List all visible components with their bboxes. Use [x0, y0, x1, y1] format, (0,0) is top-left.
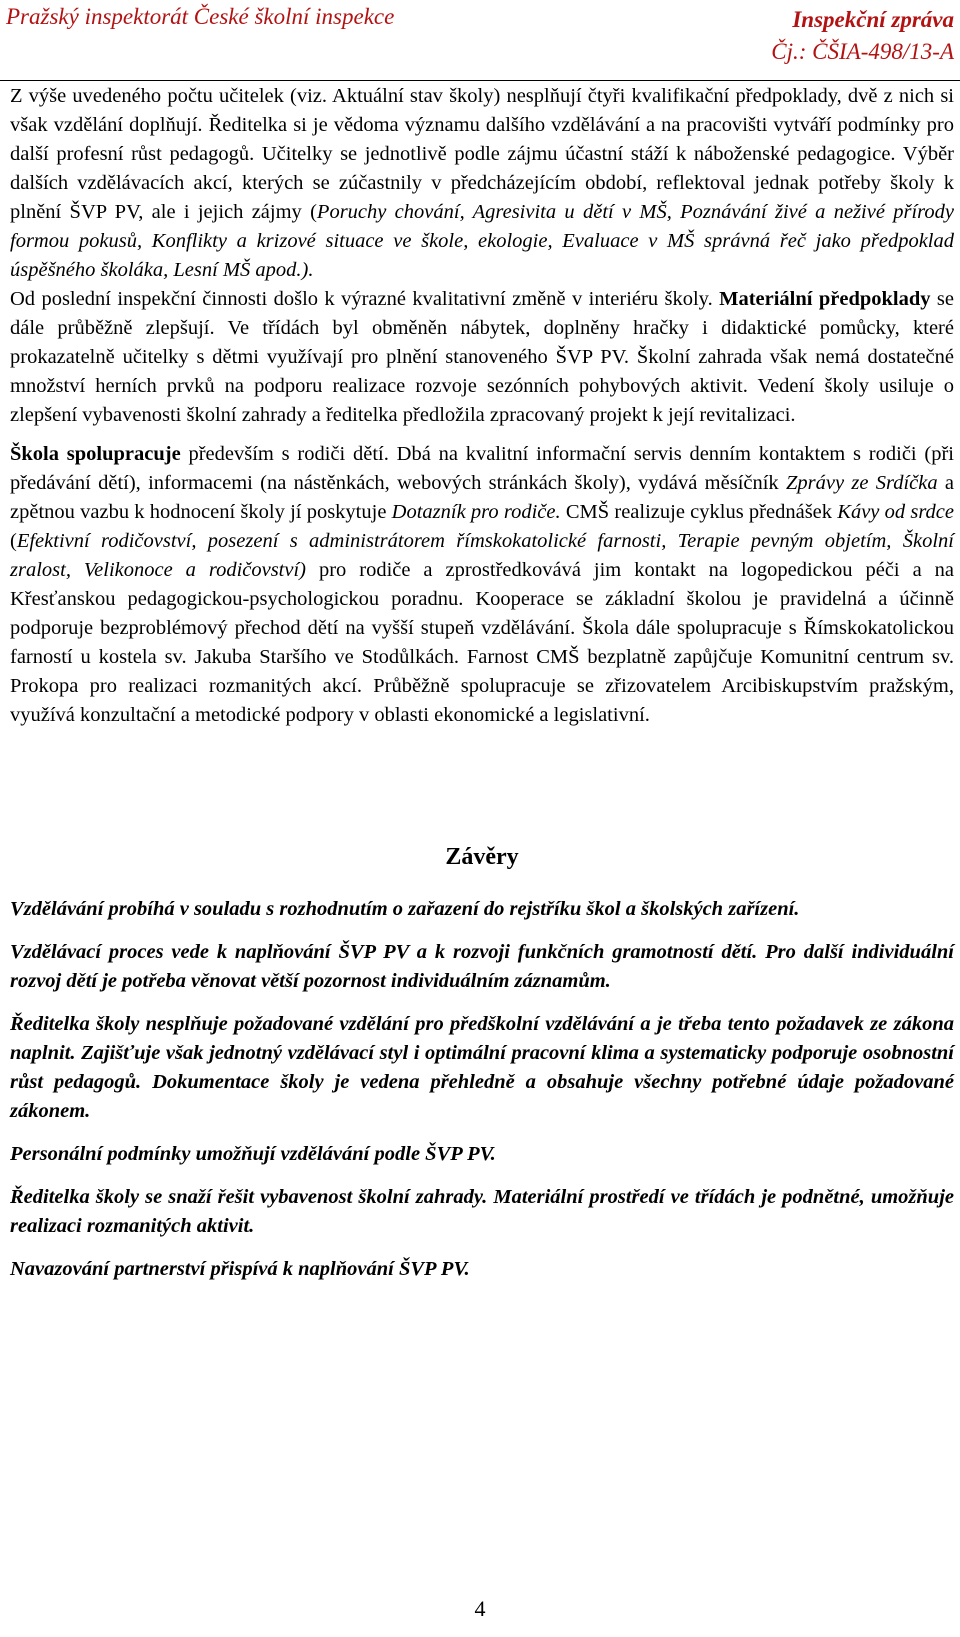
- header-institution: Pražský inspektorát České školní inspekce: [6, 4, 395, 29]
- paragraph-text: (: [10, 530, 17, 552]
- conclusion-item: Ředitelka školy se snaží řešit vybavenost školní zahrady. Materiální prostředí ve třídách je podnětné, umožňuje realizaci rozmanitých aktivit.: [10, 1186, 954, 1237]
- paragraph-text: se dále průběžně zlepšují. Ve třídách byl obměněn nábytek, doplněny hračky i didaktické pomůcky, které prokazatelně učitelky s dětmi využívají pro plnění stanoveného ŠVP PV. Školní zahrada však nemá dostatečné množství herních prvků na podporu realizace rozvoje sezónních pohybových aktivit. Vedení školy usiluje o zlepšení vybavenosti školní zahrady a ředitelka předložila zpracovaný projekt k její revitalizaci.: [10, 288, 955, 426]
- paragraph-bold-text: Materiální předpoklady: [719, 288, 931, 310]
- paragraph-cooperation: [10, 440, 954, 730]
- page-header: [0, 0, 960, 81]
- conclusions-heading: Závěry: [445, 844, 519, 870]
- paragraph-italic-text: Poruchy chování, Agresivita u dětí v MŠ, Poznávání živé a neživé přírody formou pokusů, Konflikty a krizové situace ve škole, ekologie, Evaluace v MŠ správná řeč jako předpoklad úspěšného školáka, Lesní MŠ apod.).: [10, 201, 954, 281]
- paragraph-italic-text: Kávy od srdce: [837, 501, 954, 523]
- paragraph-text: Z výše uvedeného počtu učitelek (viz. Aktuální stav školy) nesplňují čtyři kvalifikační předpoklady, dvě z nich si však vzdělání doplňují. Ředitelka si je vědoma významu dalšího vzdělávání a na pracovišti vytváří podmínky pro další profesní růst pedagogů. Učitelky se jednotlivě podle zájmu účastní stáží k náboženské pedagogice. Výběr dalších vzdělávacích akcí, kterých se zúčastnily v předcházejícím období, reflektoval jednak potřeby školy k plnění ŠVP PV, ale i jejich zájmy (: [10, 85, 954, 223]
- conclusions-list: [10, 895, 954, 1284]
- paragraph-text: a zpětnou vazbu k hodnocení školy jí poskytuje: [10, 472, 955, 523]
- header-document-info: [771, 4, 954, 68]
- conclusion-item: Personální podmínky umožňují vzdělávání podle ŠVP PV.: [10, 1143, 496, 1165]
- paragraph-staff-qualification: [10, 82, 954, 285]
- conclusion-item: Ředitelka školy nesplňuje požadované vzdělání pro předškolní vzdělávání a je třeba tento požadavek ze zákona naplnit. Zajišťuje však jednotný vzdělávací styl i optimální pracovní klima a systematicky podporuje osobnostní růst pedagogů. Dokumentace školy je vedena přehledně a obsahuje všechny potřebné údaje požadované zákonem.: [10, 1013, 954, 1122]
- paragraph-material-conditions: [10, 285, 954, 430]
- paragraph-text: Od poslední inspekční činnosti došlo k výrazné kvalitativní změně v interiéru školy.: [10, 288, 720, 310]
- conclusion-item: Navazování partnerství přispívá k naplňování ŠVP PV.: [10, 1258, 470, 1280]
- conclusion-item: Vzdělávací proces vede k naplňování ŠVP PV a k rozvoji funkčních gramotností dětí. Pro další individuální rozvoj dětí je potřeba věnovat větší pozornost individuálním záznamům.: [10, 941, 954, 992]
- paragraph-italic-text: Dotazník pro rodiče.: [391, 501, 561, 523]
- paragraph-text: pro rodiče a zprostředkovává jim kontakt na logopedickou péči a na Křesťanskou pedagogickou-psychologickou poradnu. Kooperace se základní školou je pravidelná a účinně podporuje bezproblémový přechod dětí na vyšší stupeň vzdělávání. Škola dále spolupracuje s Římskokatolickou farností u kostela sv. Jakuba Staršího ve Stodůlkách. Farnost CMŠ bezplatně zapůjčuje Komunitní centrum sv. Prokopa pro realizaci rozmanitých akcí. Průběžně spolupracuje se zřizovatelem Arcibiskupstvím pražským, využívá konzultační a metodické podpory v oblasti ekonomické a legislativní.: [10, 559, 954, 726]
- paragraph-text: CMŠ realizuje cyklus přednášek: [560, 501, 838, 523]
- paragraph-italic-text: Efektivní rodičovství, posezení s administrátorem římskokatolické farnosti, Terapie pevným objetím, Školní zralost, Velikonoce a rodičovství): [10, 530, 954, 581]
- paragraph-bold-text: Škola spolupracuje: [10, 443, 181, 465]
- page-number: 4: [474, 1596, 486, 1621]
- page-content: [10, 82, 954, 1298]
- conclusion-item: Vzdělávání probíhá v souladu s rozhodnutím o zařazení do rejstříku škol a školských zařízení.: [10, 898, 800, 920]
- header-report-title: Inspekční zpráva: [792, 7, 954, 32]
- header-reference-number: Čj.: ČŠIA-498/13-A: [771, 39, 954, 64]
- paragraph-italic-text: Zprávy ze Srdíčka: [785, 472, 938, 494]
- paragraph-text: především s rodiči dětí. Dbá na kvalitní informační servis denním kontaktem s rodiči (při předávání dětí), informacemi (na nástěnkách, webových stránkách školy), vydává měsíčník: [10, 443, 954, 494]
